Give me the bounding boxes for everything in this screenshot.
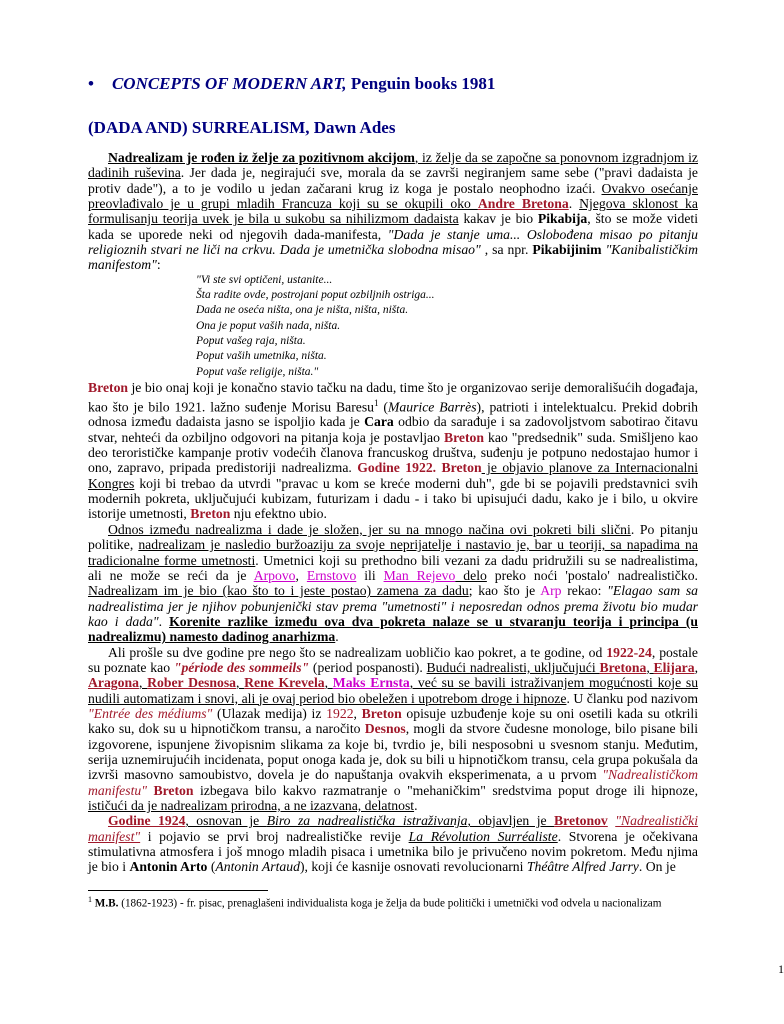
paragraph-5: Godine 1924, osnovan je Biro za nadrealistička istraživanja, objavljen je Bretonov "Nadrealistički manifest" i pojavio se prvi broj nadrealističke revije La Révolution Surréaliste. Stvorena je očekivana stimulativna atmosfera i još mnogo mladih pisaca i umetnika bilo je privučeno novim pokretom. Među njima je bio i Antonin Arto (Antonin Artaud), koji će kasnije osnovati revolucionarni Théâtre Alfred Jarry. On je: [88, 813, 699, 875]
body-text: [88, 150, 698, 875]
footnote-ref[interactable]: 1: [374, 397, 379, 408]
verse-line: Ona je poput vaših nada, ništa.: [196, 319, 341, 332]
bullet-icon: •: [88, 74, 94, 93]
verse-line: Poput vaših umetnika, ništa.: [196, 350, 327, 363]
verse-line: Šta radite ovde, postrojani poput ozbiljnih ostriga...: [196, 289, 435, 302]
source-heading: [88, 74, 495, 94]
paragraph-3: Odnos između nadrealizma i dade je složen, jer su na mnogo načina ovi pokreti bili slični. Po pitanju politike, nadrealizam je nasledio buržoaziju za svoje neprijatelje i nastavio je, bar u teoriji, sa napadima na tradicionalne forme umetnosti. Umetnici koji su prethodno bili vezani za dadu pridružili su se nadrealistima, ali ne može se reći da je Arpovo, Ernstovo ili Man Rejevo delo preko noći 'postalo' nadrealističko. Nadrealizam im je bio (kao što to i jeste postao) zamena za dadu; kao što je Arp rekao: "Elagao sam sa nadrealistima jer je njihov pobunjenički stav prema "umetnosti" i neposredan odnos prema životu bio mudar kao i dada". Korenite razlike između ova dva pokreta nalaze se u stvaranju teorija i principa (u nadrealizmu) namesto dadinog anarhizma.: [88, 521, 699, 645]
verse-quote: [88, 273, 698, 380]
verse-line: "Vi ste svi optičeni, ustanite...: [196, 273, 333, 286]
verse-line: Poput vaše religije, ništa.": [196, 365, 319, 378]
verse-line: Poput vašeg raja, ništa.: [196, 335, 306, 348]
book-title: CONCEPTS OF MODERN ART,: [111, 74, 347, 93]
paragraph-2: Breton je bio onaj koji je konačno stavio tačku na dadu, time što je organizovao serije demorališućih događaja, kao što je bilo 1921. lažno suđenje Morisu Baresu$^1$ (Maurice Barrès), patrioti i intelektualcu. Prekid dobrih odnosa između dadaista jasno se ispoljio kada je Cara odbio da sarađuje i sa zadovoljstvom sabotirao čitavu stvar, nehteći da ozbiljno odgovori na pitanja koja je postavljao Breton kao "predsednik" suda. Smišljeno kao deo terorističke kampanje protiv vodećih članova francuskog društva, suđenju je potpuno nedostajao humor i ono, zapravo, pripada predistoriji nadrealizma. Godine 1922. Breton je objavio planove za Internacionalni Kongres koji bi trebao da utvrdi "pravac u kom se kreće moderni duh", gde bi se pojavili predstavnici svih modernih pokreta, uključujući kubizam, futurizam i dadu - i tako bi upisujući dadu, kako je i bilo, u okvire istorije umetnosti, Breton nju efektno ubio.: [88, 380, 699, 522]
paragraph-1: Nadrealizam je rođen iz želje za pozitivnom akcijom, iz želje da se započne sa ponovnom izgradnjom iz dadinih ruševina. Jer dada je, negirajući sve, morala da se završi negiranjem same sebe ("pravi dadaista je protiv dade"), a to je vodilo u jedan začarani krug iz koga je postalo neophodno izaći. Ovakvo osećanje preovlađivalo je u grupi mladih Francuza koji su se okupili oko Andre Bretona. Njegova sklonost ka formulisanju teorija uvek je bila u sukobu sa nihilizmom dadaista kakav je bio Pikabija, što se može videti kada se uporede neki od njegovih dada-manifesta, "Dada je stanje uma... Oslobođena misao po pitanju religioznih stvari ne liči na crkvu. Dada je umetnička slobodna misao" , sa npr. Pikabijinim "Kanibalističkim manifestom":: [88, 150, 699, 273]
footnote-separator: [88, 890, 268, 891]
section-heading: (DADA AND) SURREALISM, Dawn Ades: [88, 118, 396, 137]
book-publisher: Penguin books 1981: [346, 74, 496, 93]
page-number: 1: [778, 962, 784, 976]
paragraph-4: Ali prošle su dve godine pre nego što se nadrealizam uobličio kao pokret, a te godine, od 1922-24, postale su poznate kao "période des sommeils" (period pospanosti). Budući nadrealisti, uključujući Bretona, Elijara, Aragona, Rober Desnosa, Rene Krevela, Maks Ernsta, već su se bavili istraživanjem mogućnosti koje su nudili automatizam i snovi, ali je ovaj period bio obeležen i upotrebom droge i hipnoze. U članku pod nazivom "Entrée des médiums" (Ulazak medija) iz 1922, Breton opisuje uzbuđenje koje su oni osetili kada su otkrili kako su, dok su u hipnotičkom transu, a naročito Desnos, mogli da stvore čudesne monologe, bilo pisane bili izgovorene, ispunjene živopisnim slikama za koje bi, tvrdio je, bili nesposobni u svesnom stanju. Međutim, serija uznemirujućih incidenata, poput onoga kada je, dok su bili u hipnotičkom transu, cela grupa pokušala da izvrši masovno samoubistvo, dovela je do napuštanja ovakvih eksperimenata, a u prvom "Nadrealističkom manifestu" Breton izbegava bilo kakvo razmatranje o "mehaničkim" sredstvima poput droge ili hipnoze, ističući da je nadrealizam prirodna, a ne izazvana, delatnost.: [88, 644, 699, 813]
verse-line: Dada ne oseća ništa, ona je ništa, ništa, ništa.: [196, 304, 409, 317]
footnote: $^1$ M.B. (1862-1923) - fr. pisac, prenaglašeni individualista koga je želja da bude politički i umetnički vođ odvela u nacionalizam: [88, 895, 662, 910]
